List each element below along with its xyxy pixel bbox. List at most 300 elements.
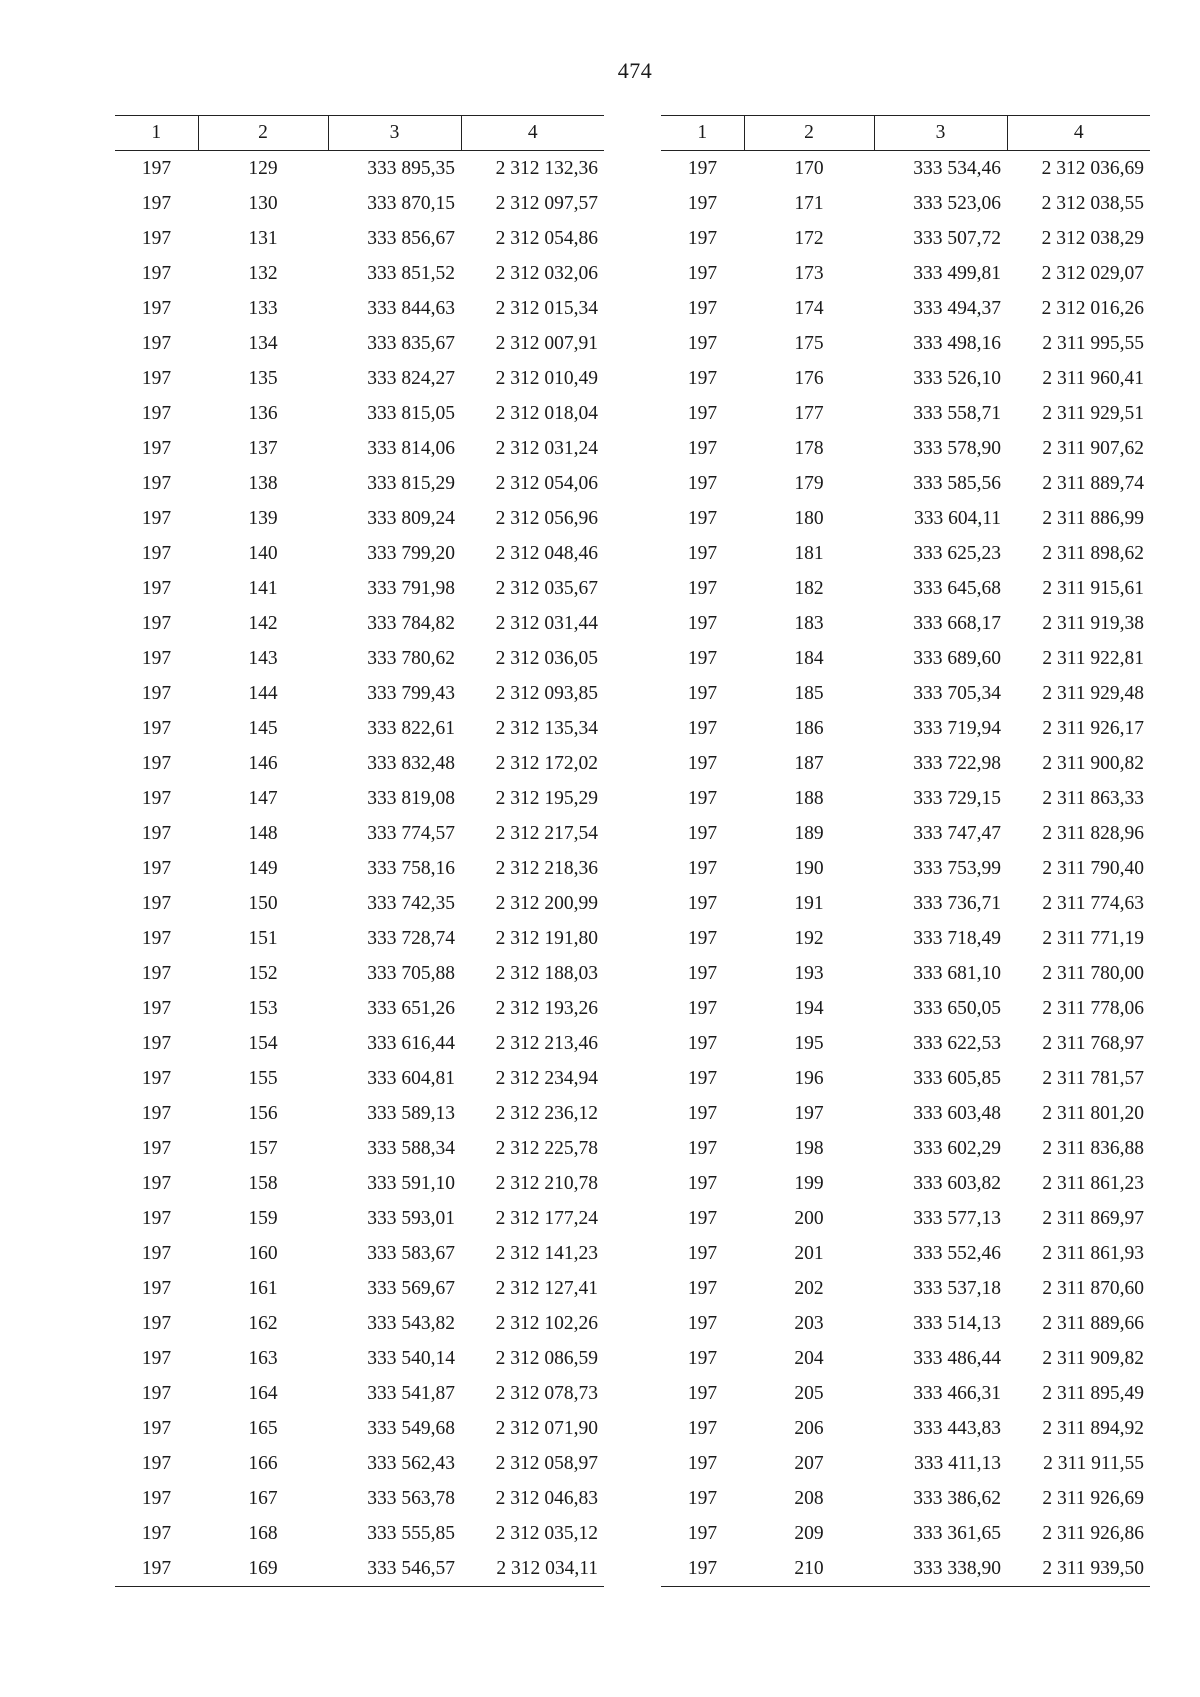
table-row [115,1376,604,1411]
table-row [661,746,1150,781]
cell-group: 197 [687,367,718,389]
cell-group: 197 [141,402,172,424]
cell-group: 197 [687,1347,718,1369]
cell-group: 197 [687,1067,718,1089]
cell-x: 333 832,48 [367,752,455,774]
cell-y: 2 312 191,80 [495,927,598,949]
cell-group: 197 [687,822,718,844]
cell-x: 333 747,47 [913,822,1001,844]
table-row [661,886,1150,921]
cell-x: 333 361,65 [913,1522,1001,1544]
column-header-3: 3 [874,116,1007,151]
cell-y: 2 312 032,06 [495,262,598,284]
cell-point: 178 [794,437,824,459]
cell-x: 333 541,87 [367,1382,455,1404]
table-row [115,816,604,851]
cell-group: 197 [141,542,172,564]
cell-y: 2 311 870,60 [1042,1277,1144,1299]
cell-group: 197 [687,1172,718,1194]
cell-point: 151 [248,927,278,949]
cell-y: 2 311 790,40 [1042,857,1144,879]
cell-x: 333 824,27 [367,367,455,389]
table-row [661,466,1150,501]
cell-y: 2 311 909,82 [1042,1347,1144,1369]
cell-group: 197 [687,157,718,179]
table-row [661,571,1150,606]
cell-x: 333 577,13 [913,1207,1001,1229]
cell-point: 196 [794,1067,824,1089]
table-row [661,1446,1150,1481]
cell-point: 130 [248,192,278,214]
cell-group: 197 [687,577,718,599]
cell-x: 333 563,78 [367,1487,455,1509]
table-row [661,186,1150,221]
cell-group: 197 [687,192,718,214]
cell-point: 210 [744,1551,874,1587]
column-header-4: 4 [461,116,604,151]
table-row [115,1166,604,1201]
cell-y: 2 312 036,05 [495,647,598,669]
cell-point: 180 [794,507,824,529]
cell-point: 144 [248,682,278,704]
table-row [661,956,1150,991]
cell-x: 333 466,31 [913,1382,1001,1404]
cell-x: 333 591,10 [367,1172,455,1194]
cell-group: 197 [687,1102,718,1124]
table-row [115,1271,604,1306]
cell-x: 333 856,67 [367,227,455,249]
cell-group: 197 [661,1551,744,1587]
cell-y: 2 312 172,02 [495,752,598,774]
column-header-1: 1 [115,116,198,151]
cell-point: 140 [248,542,278,564]
cell-point: 163 [248,1347,278,1369]
cell-group: 197 [141,1452,172,1474]
cell-point: 200 [794,1207,824,1229]
cell-point: 143 [248,647,278,669]
cell-point: 186 [794,717,824,739]
cell-x: 333 645,68 [913,577,1001,599]
cell-point: 190 [794,857,824,879]
cell-x: 333 546,57 [328,1551,461,1587]
table-row [661,501,1150,536]
table-row [115,1551,604,1587]
cell-x: 333 411,13 [913,1452,1001,1474]
cell-x: 333 569,67 [367,1277,455,1299]
table-row [115,326,604,361]
cell-point: 159 [248,1207,278,1229]
cell-x: 333 651,26 [367,997,455,1019]
cell-x: 333 537,18 [913,1277,1001,1299]
cell-x: 333 722,98 [913,752,1001,774]
cell-group: 197 [141,857,172,879]
cell-y: 2 312 015,34 [495,297,598,319]
cell-y: 2 312 035,12 [495,1522,598,1544]
table-row [661,1271,1150,1306]
cell-group: 197 [687,892,718,914]
cell-group: 197 [141,787,172,809]
table-row [661,151,1150,187]
cell-y: 2 312 193,26 [495,997,598,1019]
cell-group: 197 [141,1207,172,1229]
coordinates-table-left-body [115,151,604,1587]
cell-group: 197 [687,962,718,984]
cell-group: 197 [141,367,172,389]
cell-x: 333 578,90 [913,437,1001,459]
cell-point: 166 [248,1452,278,1474]
table-row [661,1026,1150,1061]
cell-x: 333 486,44 [913,1347,1001,1369]
cell-point: 170 [794,157,824,179]
cell-y: 2 311 898,62 [1042,542,1144,564]
table-row [115,571,604,606]
cell-point: 165 [248,1417,278,1439]
table-row [115,431,604,466]
table-row [115,1201,604,1236]
cell-point: 192 [794,927,824,949]
cell-point: 161 [248,1277,278,1299]
table-row [661,256,1150,291]
table-row [661,1341,1150,1376]
table-row [115,1131,604,1166]
cell-x: 333 718,49 [913,927,1001,949]
cell-x: 333 526,10 [913,367,1001,389]
cell-x: 333 870,15 [367,192,455,214]
cell-group: 197 [687,927,718,949]
column-header-2: 2 [198,116,328,151]
table-row [115,536,604,571]
cell-x: 333 499,81 [913,262,1001,284]
cell-group: 197 [687,717,718,739]
cell-group: 197 [687,647,718,669]
cell-point: 173 [794,262,824,284]
cell-x: 333 540,14 [367,1347,455,1369]
cell-x: 333 523,06 [913,192,1001,214]
table-row [661,1306,1150,1341]
cell-y: 2 312 007,91 [495,332,598,354]
cell-group: 197 [687,297,718,319]
cell-x: 333 603,48 [913,1102,1001,1124]
table-row [661,1201,1150,1236]
cell-group: 197 [141,612,172,634]
table-row [661,1166,1150,1201]
cell-group: 197 [141,437,172,459]
cell-group: 197 [687,507,718,529]
cell-y: 2 311 861,93 [1042,1242,1144,1264]
cell-group: 197 [141,1032,172,1054]
cell-group: 197 [141,1277,172,1299]
table-row [661,851,1150,886]
cell-group: 197 [141,892,172,914]
table-row [115,361,604,396]
table-row [661,536,1150,571]
table-row [115,501,604,536]
table-row [115,606,604,641]
cell-group: 197 [687,1522,718,1544]
cell-y: 2 312 046,83 [495,1487,598,1509]
cell-y: 2 311 926,86 [1042,1522,1144,1544]
table-row [115,466,604,501]
cell-y: 2 312 097,57 [495,192,598,214]
cell-group: 197 [687,402,718,424]
cell-y: 2 312 234,94 [495,1067,598,1089]
table-row [661,921,1150,956]
cell-y: 2 311 771,19 [1042,927,1144,949]
cell-x: 333 851,52 [367,262,455,284]
cell-point: 175 [794,332,824,354]
coordinates-table-right [661,115,1150,1587]
cell-group: 197 [141,1312,172,1334]
cell-point: 185 [794,682,824,704]
cell-y: 2 311 774,63 [1042,892,1144,914]
cell-x: 333 742,35 [367,892,455,914]
cell-point: 171 [794,192,824,214]
cell-x: 333 593,01 [367,1207,455,1229]
cell-group: 197 [141,507,172,529]
cell-group: 197 [115,1551,198,1587]
cell-group: 197 [687,1242,718,1264]
cell-point: 155 [248,1067,278,1089]
cell-group: 197 [687,227,718,249]
cell-x: 333 650,05 [913,997,1001,1019]
cell-point: 162 [248,1312,278,1334]
cell-point: 191 [794,892,824,914]
cell-point: 177 [794,402,824,424]
cell-point: 134 [248,332,278,354]
cell-group: 197 [141,997,172,1019]
cell-point: 209 [794,1522,824,1544]
column-header-2: 2 [744,116,874,151]
cell-x: 333 814,06 [367,437,455,459]
cell-x: 333 514,13 [913,1312,1001,1334]
cell-x: 333 498,16 [913,332,1001,354]
table-row [115,1516,604,1551]
cell-y: 2 311 929,48 [1042,682,1144,704]
cell-y: 2 311 768,97 [1042,1032,1144,1054]
cell-point: 181 [794,542,824,564]
cell-y: 2 312 038,55 [1041,192,1144,214]
cell-group: 197 [141,1067,172,1089]
table-row [115,256,604,291]
cell-x: 333 791,98 [367,577,455,599]
cell-group: 197 [687,857,718,879]
cell-y: 2 312 135,34 [495,717,598,739]
cell-x: 333 589,13 [367,1102,455,1124]
column-header-1: 1 [661,116,744,151]
table-row [661,781,1150,816]
table-header-row [115,116,604,151]
cell-y: 2 312 058,97 [495,1452,598,1474]
cell-group: 197 [687,1382,718,1404]
cell-y: 2 311 836,88 [1042,1137,1144,1159]
cell-x: 333 736,71 [913,892,1001,914]
cell-point: 169 [198,1551,328,1587]
cell-x: 333 844,63 [367,297,455,319]
cell-y: 2 312 031,44 [495,612,598,634]
cell-point: 132 [248,262,278,284]
cell-x: 333 895,35 [367,157,455,179]
cell-x: 333 753,99 [913,857,1001,879]
cell-point: 201 [794,1242,824,1264]
cell-y: 2 311 886,99 [1042,507,1144,529]
cell-group: 197 [141,1487,172,1509]
cell-x: 333 758,16 [367,857,455,879]
cell-group: 197 [687,1277,718,1299]
cell-group: 197 [687,612,718,634]
cell-x: 333 558,71 [913,402,1001,424]
cell-group: 197 [141,1172,172,1194]
cell-x: 333 705,34 [913,682,1001,704]
cell-point: 187 [794,752,824,774]
cell-y: 2 312 034,11 [461,1551,604,1587]
cell-y: 2 311 781,57 [1042,1067,1144,1089]
cell-x: 333 822,61 [367,717,455,739]
cell-y: 2 312 188,03 [495,962,598,984]
cell-y: 2 311 889,66 [1042,1312,1144,1334]
cell-y: 2 311 828,96 [1042,822,1144,844]
cell-group: 197 [141,577,172,599]
cell-group: 197 [141,1522,172,1544]
cell-y: 2 312 029,07 [1041,262,1144,284]
cell-y: 2 311 919,38 [1042,612,1144,634]
cell-y: 2 312 236,12 [495,1102,598,1124]
cell-y: 2 312 127,41 [495,1277,598,1299]
cell-point: 139 [248,507,278,529]
cell-group: 197 [141,332,172,354]
cell-point: 138 [248,472,278,494]
table-row [115,1061,604,1096]
cell-group: 197 [687,1137,718,1159]
cell-point: 174 [794,297,824,319]
cell-x: 333 604,81 [367,1067,455,1089]
cell-group: 197 [141,157,172,179]
table-row [661,711,1150,746]
cell-x: 333 543,82 [367,1312,455,1334]
cell-group: 197 [687,332,718,354]
cell-y: 2 312 031,24 [495,437,598,459]
cell-y: 2 312 141,23 [495,1242,598,1264]
table-row [115,396,604,431]
table-row [661,1481,1150,1516]
table-row [115,291,604,326]
cell-point: 153 [248,997,278,1019]
cell-x: 333 534,46 [913,157,1001,179]
table-row [115,991,604,1026]
cell-y: 2 312 038,29 [1041,227,1144,249]
cell-x: 333 625,23 [913,542,1001,564]
cell-point: 188 [794,787,824,809]
cell-group: 197 [687,1487,718,1509]
cell-x: 333 585,56 [913,472,1001,494]
cell-y: 2 311 900,82 [1042,752,1144,774]
cell-x: 333 689,60 [913,647,1001,669]
cell-point: 205 [794,1382,824,1404]
cell-point: 206 [794,1417,824,1439]
table-row [115,1306,604,1341]
cell-y: 2 312 093,85 [495,682,598,704]
cell-group: 197 [141,1382,172,1404]
cell-point: 198 [794,1137,824,1159]
table-row [661,641,1150,676]
table-row [115,921,604,956]
cell-y: 2 311 926,17 [1042,717,1144,739]
cell-y: 2 312 016,26 [1041,297,1144,319]
table-row [661,816,1150,851]
cell-x: 333 507,72 [913,227,1001,249]
cell-point: 204 [794,1347,824,1369]
cell-y: 2 311 861,23 [1042,1172,1144,1194]
cell-point: 142 [248,612,278,634]
cell-group: 197 [687,752,718,774]
cell-y: 2 311 915,61 [1042,577,1144,599]
table-row [661,1061,1150,1096]
cell-x: 333 835,67 [367,332,455,354]
table-row [115,641,604,676]
cell-y: 2 312 210,78 [495,1172,598,1194]
table-row [115,956,604,991]
cell-group: 197 [141,1347,172,1369]
table-row [115,1096,604,1131]
cell-point: 160 [248,1242,278,1264]
table-row [115,851,604,886]
cell-y: 2 311 926,69 [1042,1487,1144,1509]
column-header-4: 4 [1007,116,1150,151]
cell-y: 2 312 078,73 [495,1382,598,1404]
table-row [115,221,604,256]
cell-x: 333 784,82 [367,612,455,634]
cell-y: 2 311 922,81 [1042,647,1144,669]
column-header-3: 3 [328,116,461,151]
cell-x: 333 799,43 [367,682,455,704]
cell-x: 333 729,15 [913,787,1001,809]
cell-group: 197 [141,752,172,774]
cell-point: 208 [794,1487,824,1509]
cell-group: 197 [141,1242,172,1264]
cell-y: 2 312 225,78 [495,1137,598,1159]
cell-group: 197 [141,927,172,949]
cell-x: 333 588,34 [367,1137,455,1159]
cell-point: 145 [248,717,278,739]
cell-point: 154 [248,1032,278,1054]
cell-x: 333 603,82 [913,1172,1001,1194]
table-row [115,1411,604,1446]
cell-x: 333 616,44 [367,1032,455,1054]
table-row [115,886,604,921]
cell-group: 197 [687,1452,718,1474]
table-row [661,676,1150,711]
table-row [115,781,604,816]
cell-y: 2 312 036,69 [1041,157,1144,179]
cell-y: 2 312 218,36 [495,857,598,879]
cell-y: 2 312 086,59 [495,1347,598,1369]
cell-y: 2 311 960,41 [1042,367,1144,389]
table-row [661,1551,1150,1587]
cell-point: 150 [248,892,278,914]
table-row [115,186,604,221]
cell-point: 193 [794,962,824,984]
coordinates-table-right-body [661,151,1150,1587]
table-row [661,991,1150,1026]
cell-point: 164 [248,1382,278,1404]
cell-point: 137 [248,437,278,459]
cell-point: 152 [248,962,278,984]
cell-group: 197 [141,262,172,284]
table-row [115,1481,604,1516]
cell-group: 197 [687,472,718,494]
cell-group: 197 [141,472,172,494]
cell-y: 2 311 869,97 [1042,1207,1144,1229]
cell-group: 197 [687,1032,718,1054]
